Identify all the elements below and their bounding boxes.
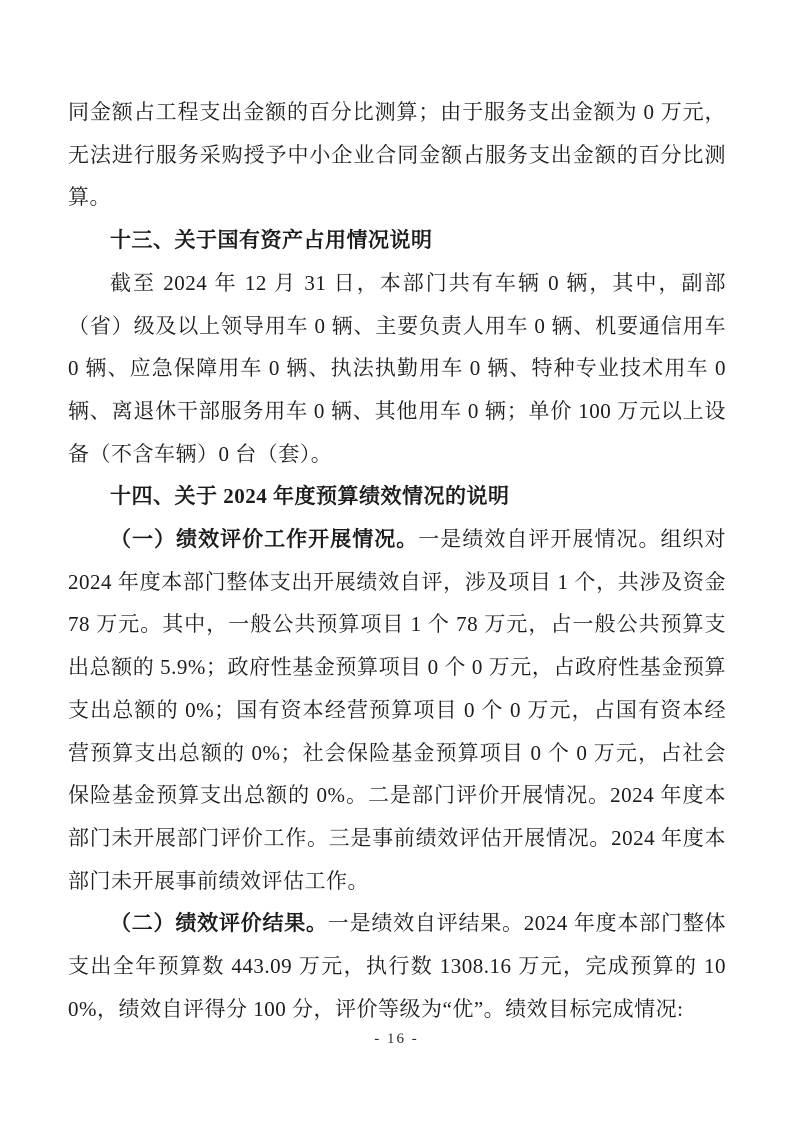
section-14-sub2-text: 一是绩效自评结果。2024 年度本部门整体支出全年预算数 443.09 万元，执行数 1308.16 万元，完成预算的 100%，绩效自评得分 100 分，评价等级为“优”。绩效目标完成情况: [68,911,727,1021]
section-14-heading: 十四、关于 2024 年度预算绩效情况的说明 [110,484,510,509]
page-number: - 16 - [374,1031,419,1047]
section-14-sub1-text: 一是绩效自评开展情况。组织对 2024 年度本部门整体支出开展绩效自评，涉及项目 1 个，共涉及资金 78 万元。其中，一般公共预算项目 1 个 78 万元，占一般公共预算支出总额的 5.9%；政府性基金预算项目 0 个 0 万元，占政府性基金预算支出总额的 0%；国有资本经营预算项目 0 个 0 万元，占国有资本经营预算支出总额的 0%；社会保险基金预算项目 0 个 0 万元，占社会保险基金预算支出总额的 0%。二是部门评价开展情况。2024 年度本部门未开展部门评价工作。三是事前绩效评估开展情况。2024 年度本部门未开展事前绩效评估工作。 [68,527,727,893]
section-13-heading: 十三、关于国有资产占用情况说明 [110,228,433,253]
intro-paragraph: 同金额占工程支出金额的百分比测算；由于服务支出金额为 0 万元，无法进行服务采购授予中小企业合同金额占服务支出金额的百分比测算。 [68,100,726,210]
section-14-sub2-lead: （二）绩效评价结果。 [110,911,328,936]
section-14-sub2-paragraph [68,902,726,1030]
section-13-paragraph: 截至 2024 年 12 月 31 日，本部门共有车辆 0 辆，其中，副部（省）级及以上领导用车 0 辆、主要负责人用车 0 辆、机要通信用车 0 辆、应急保障用车 0 辆、执法执勤用车 0 辆、特种专业技术用车 0 辆、离退休干部服务用车 0 辆、其他用车 0 辆；单价 100 万元以上设备（不含车辆）0 台（套）。 [68,270,726,466]
document-body [68,91,726,1030]
section-14-sub1-paragraph [68,518,726,902]
section-14-sub1-lead: （一）绩效评价工作开展情况。 [110,527,419,552]
